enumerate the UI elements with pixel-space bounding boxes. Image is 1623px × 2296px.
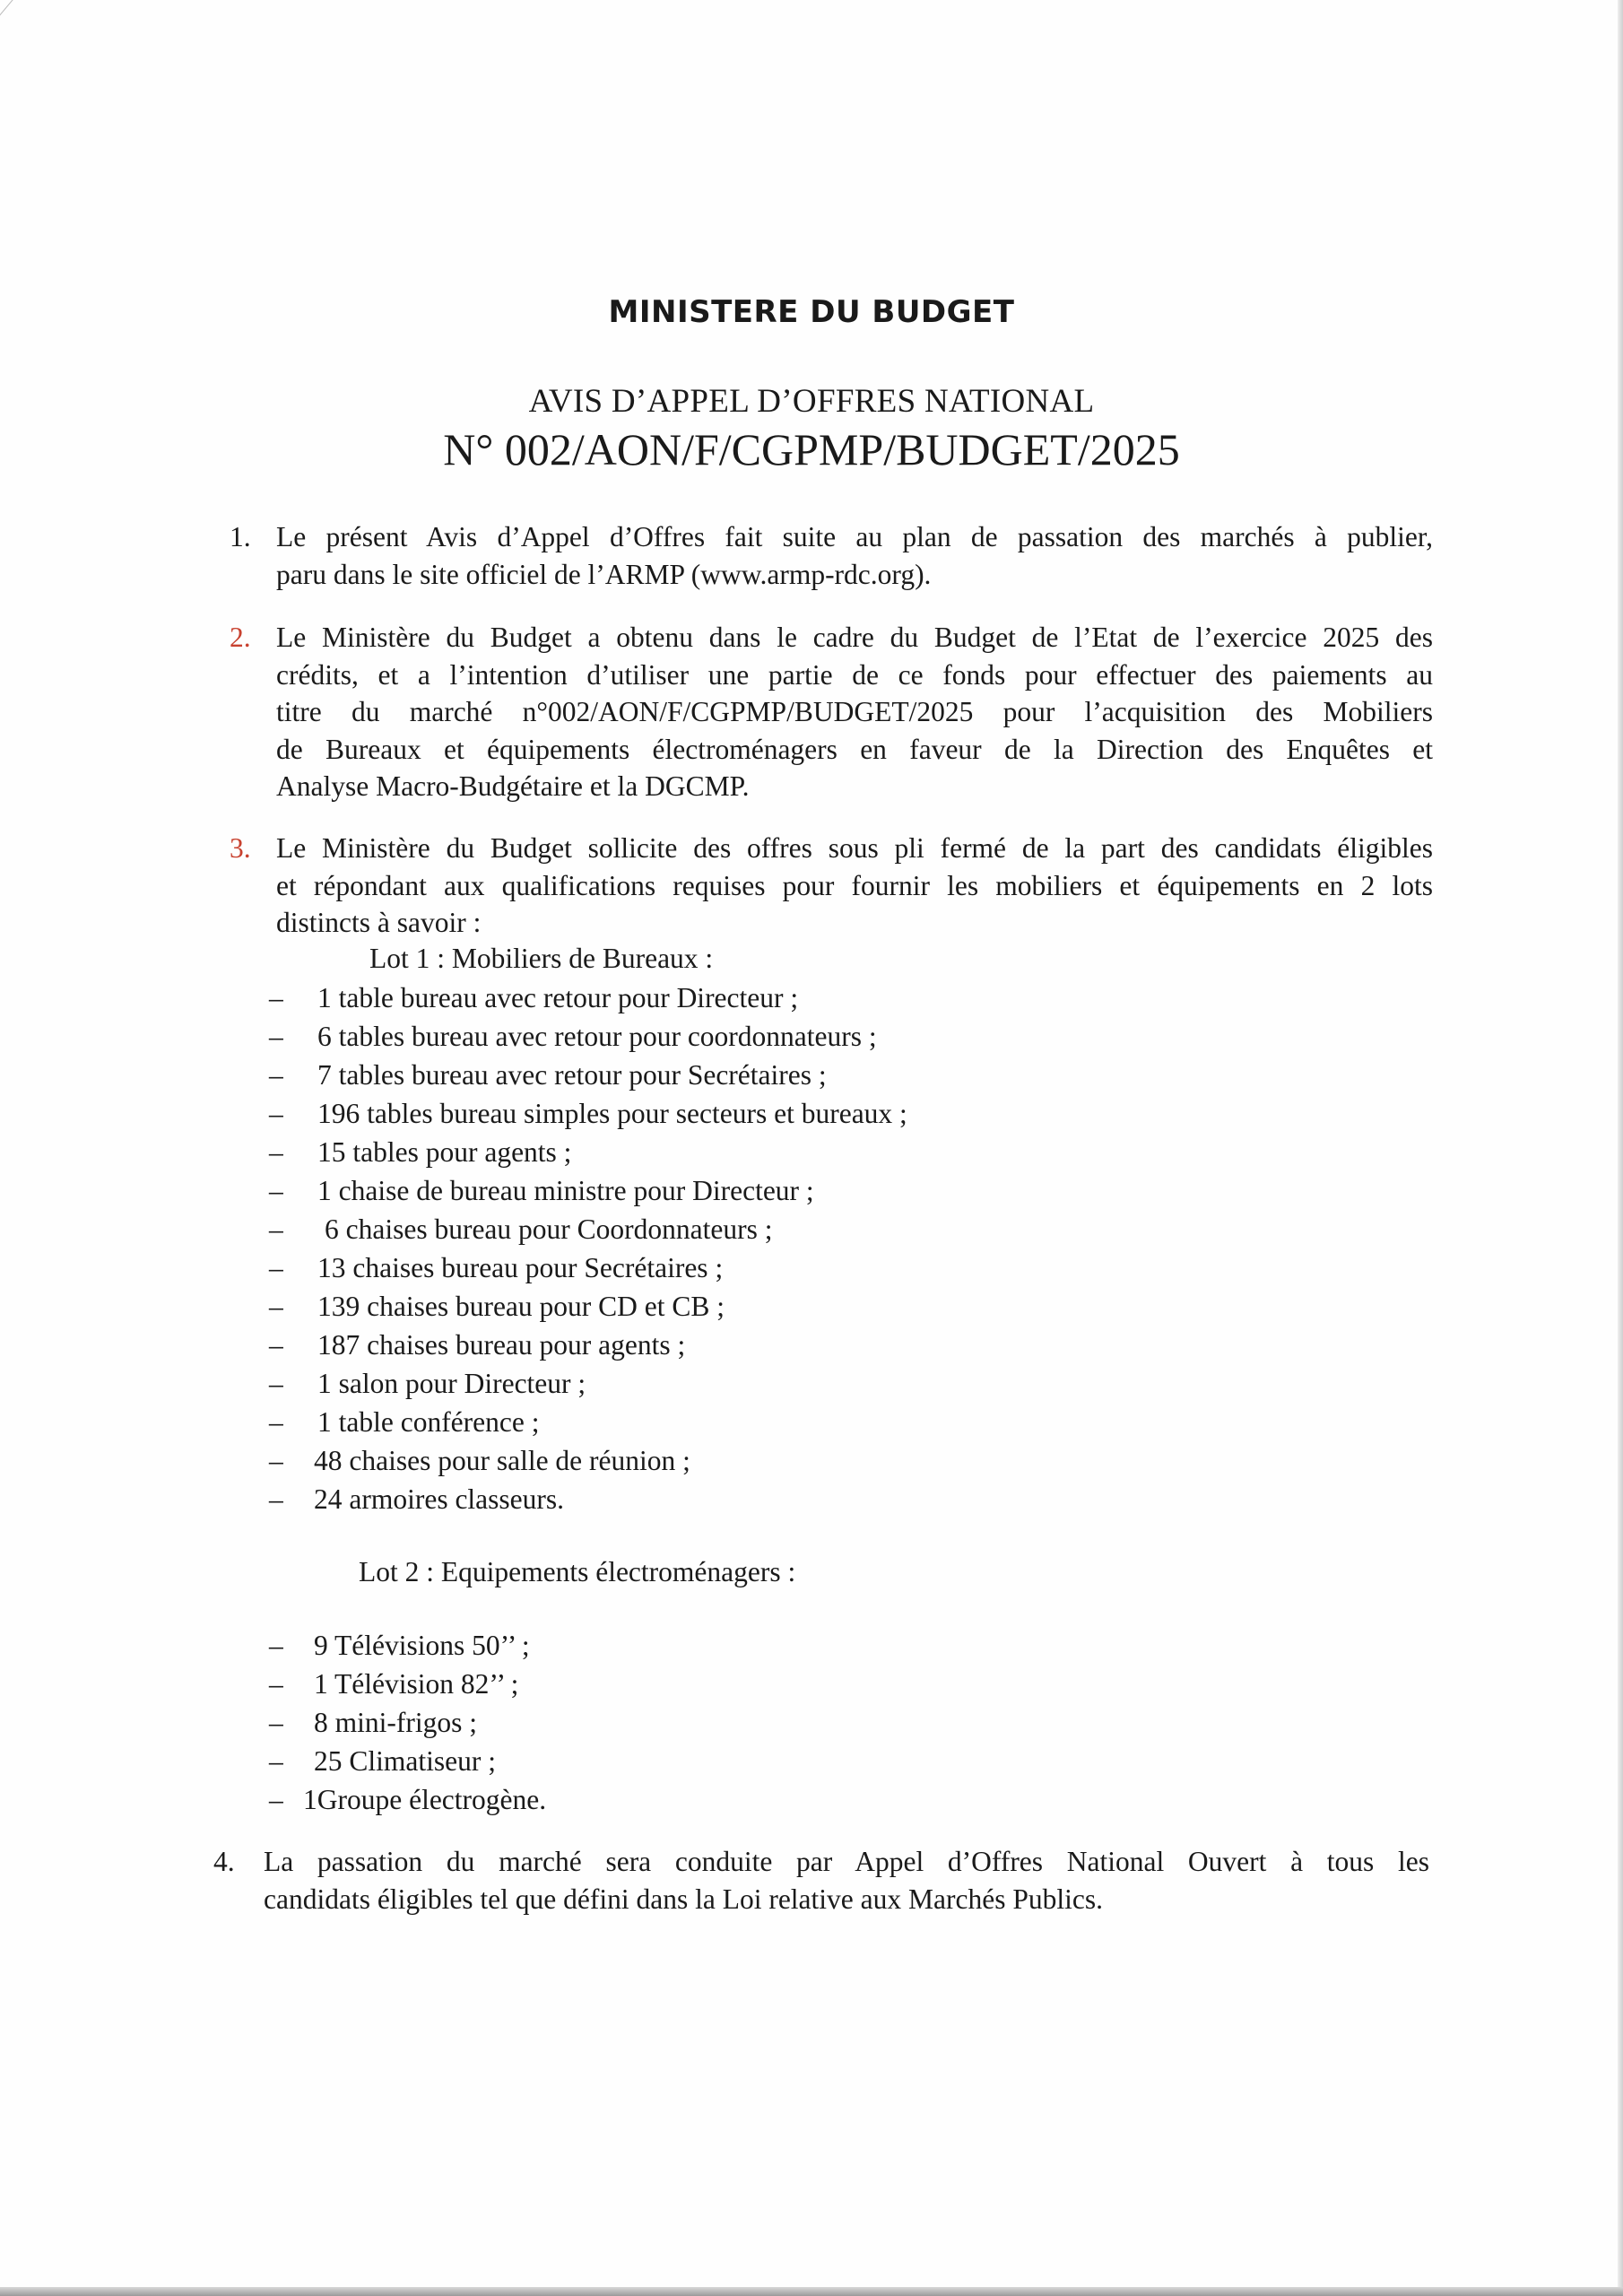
paragraph-3-line-2: et répondant aux qualifications requises pour fournir les mobiliers et équipements en 2 lots <box>276 869 1433 901</box>
scan-corner-mark <box>0 0 34 37</box>
notice-title: AVIS D’APPEL D’OFFRES NATIONAL <box>528 383 1095 420</box>
notice-reference: N° 002/AON/F/CGPMP/BUDGET/2025 <box>443 424 1180 474</box>
list-dash: – <box>269 1668 283 1700</box>
lot-1-item: 15 tables pour agents ; <box>317 1136 572 1168</box>
paragraph-1 <box>276 518 1433 593</box>
lot-1-item: 1 table conférence ; <box>317 1406 540 1438</box>
paragraph-2-line-1: Le Ministère du Budget a obtenu dans le cadre du Budget de l’Etat de l’exercice 2025 des <box>276 622 1433 653</box>
lot-1-item: 196 tables bureau simples pour secteurs et bureaux ; <box>317 1098 907 1129</box>
list-dash: – <box>269 1707 283 1738</box>
lot-2-item: 8 mini-frigos ; <box>314 1707 477 1738</box>
lot-1-item: 6 tables bureau avec retour pour coordonnateurs ; <box>317 1021 877 1052</box>
list-dash: – <box>269 1630 283 1661</box>
paragraph-3-number: 3. <box>230 832 251 864</box>
ministry-heading: MINISTERE DU BUDGET <box>608 294 1015 330</box>
scan-right-edge <box>1618 0 1623 2296</box>
list-dash: – <box>269 1745 283 1777</box>
paragraph-3-line-3: distincts à savoir : <box>276 907 482 938</box>
paragraph-2-line-2: crédits, et a l’intention d’utiliser une partie de ce fonds pour effectuer des paiements au <box>276 658 1433 691</box>
paragraph-3-line-1: Le Ministère du Budget sollicite des offres sous pli fermé de la part des candidats éligibles <box>276 832 1433 864</box>
lot-1-item: 1 salon pour Directeur ; <box>317 1368 586 1399</box>
paragraph-4-line-2: candidats éligibles tel que défini dans la Loi relative aux Marchés Publics. <box>264 1883 1103 1915</box>
lot-1-item: 1 chaise de bureau ministre pour Directeur ; <box>317 1175 814 1206</box>
paragraph-2-number: 2. <box>230 622 251 653</box>
lot-2-item: 1Groupe électrogène. <box>303 1784 547 1815</box>
list-dash: – <box>269 1329 283 1361</box>
paragraph-2-line-3: titre du marché n°002/AON/F/CGPMP/BUDGET/2025 pour l’acquisition des Mobiliers <box>276 696 1433 727</box>
lot-2-item: 25 Climatiseur ; <box>314 1745 496 1777</box>
paragraph-2 <box>276 619 1433 805</box>
list-dash: – <box>269 1098 283 1129</box>
list-dash: – <box>269 1291 283 1322</box>
paragraph-4 <box>264 1843 1429 1918</box>
paragraph-3 <box>276 830 1433 942</box>
list-dash: – <box>269 1406 283 1438</box>
lot-1-item: 24 armoires classeurs. <box>314 1483 565 1515</box>
list-dash: – <box>269 1136 283 1168</box>
lot-2-title: Lot 2 : Equipements électroménagers : <box>359 1556 796 1587</box>
paragraph-4-number: 4. <box>213 1846 235 1877</box>
list-dash: – <box>269 1784 283 1815</box>
lot-2-item: 1 Télévision 82’’ ; <box>314 1668 519 1700</box>
lot-1-item: 7 tables bureau avec retour pour Secrétaires ; <box>317 1059 827 1091</box>
lot-1-item: 6 chaises bureau pour Coordonnateurs ; <box>325 1213 773 1245</box>
list-dash: – <box>269 1213 283 1245</box>
paragraph-2-line-4: de Bureaux et équipements électroménagers en faveur de la Direction des Enquêtes et <box>276 733 1433 765</box>
paragraph-1-line-1: Le présent Avis d’Appel d’Offres fait suite au plan de passation des marchés à publier, <box>276 521 1433 552</box>
list-dash: – <box>269 1445 283 1476</box>
lot-1-item: 48 chaises pour salle de réunion ; <box>314 1445 690 1476</box>
list-dash: – <box>269 1175 283 1206</box>
list-dash: – <box>269 1252 283 1283</box>
list-dash: – <box>269 1059 283 1091</box>
lot-1-title: Lot 1 : Mobiliers de Bureaux : <box>369 943 714 974</box>
list-dash: – <box>269 1021 283 1052</box>
lot-1-item: 187 chaises bureau pour agents ; <box>317 1329 686 1361</box>
paragraph-1-number: 1. <box>230 521 251 552</box>
lot-1-item: 1 table bureau avec retour pour Directeur ; <box>317 982 799 1013</box>
paragraph-4-line-1: La passation du marché sera conduite par Appel d’Offres National Ouvert à tous les <box>264 1846 1429 1877</box>
scan-bottom-edge <box>0 2287 1623 2296</box>
list-dash: – <box>269 1483 283 1515</box>
list-dash: – <box>269 982 283 1013</box>
lot-1-item: 139 chaises bureau pour CD et CB ; <box>317 1291 725 1322</box>
paragraph-2-line-5: Analyse Macro-Budgétaire et la DGCMP. <box>276 770 750 802</box>
lot-2-item: 9 Télévisions 50’’ ; <box>314 1630 530 1661</box>
lot-1-item: 13 chaises bureau pour Secrétaires ; <box>317 1252 724 1283</box>
list-dash: – <box>269 1368 283 1399</box>
paragraph-1-line-2: paru dans le site officiel de l’ARMP (www.armp-rdc.org). <box>276 558 932 590</box>
